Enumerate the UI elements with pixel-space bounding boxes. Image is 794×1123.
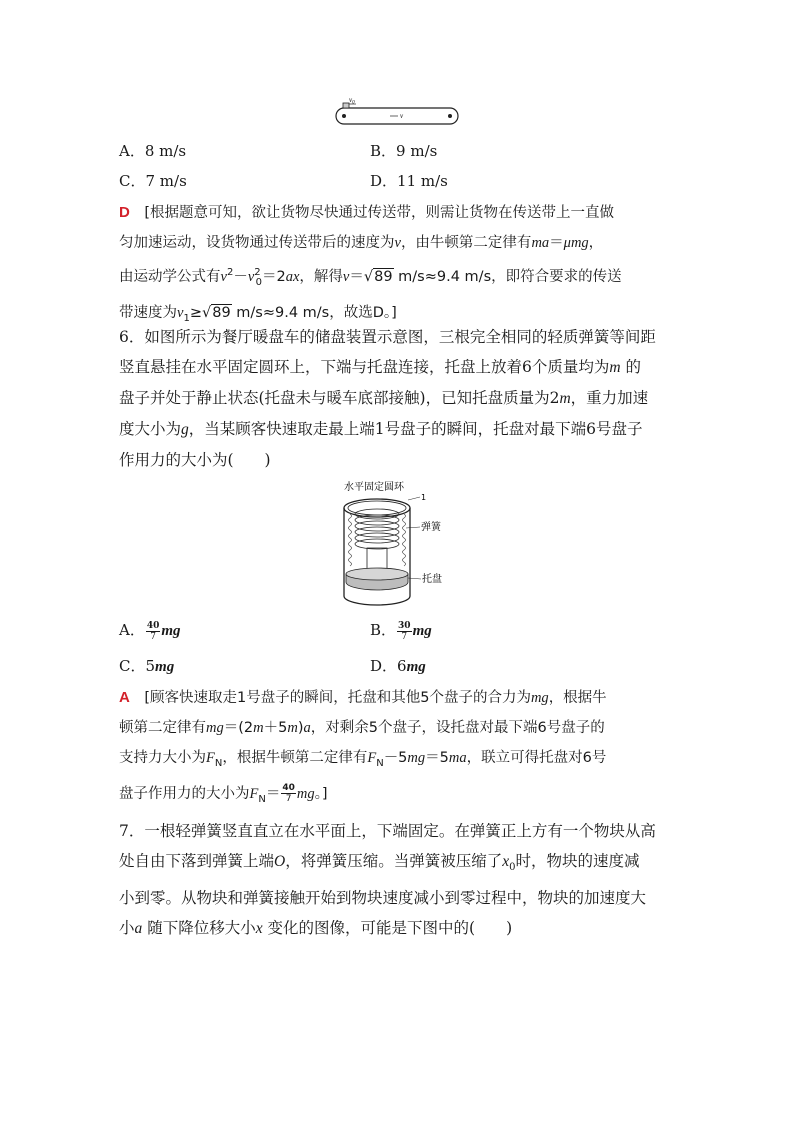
v-label: v (400, 112, 404, 120)
q5-answer: D [根据题意可知，欲让货物尽快通过传送带，则需让货物在传送带上一直做 匀加速运动，设货物通过传送带后的速度为v，由牛顿第二定律有ma＝μmg， 由运动学公式有$v^2-v^2_0=2ax$，解得v＝√89 m/s≈9.4 m/s，即符合要求的传送 带速度为$v_1\ge√89$ m/s≈9.4 m/s，故选D。] (119, 204, 622, 324)
q6-answer: A [顾客快速取走1号盘子的瞬间，托盘和其他5个盘子的合力为mg，根据牛 顿第二定律有mg＝(2m＋5m)a，对剩余5个盘子，设托盘对最下端6号盘子的 支持力大小为$F_N$，根据牛顿第二定律有$F_N-5mg=5ma$，联立可得托盘对6号 盘子作用力的大小为$F_N=$ $\frac{40}{7}$ mg。] (119, 689, 607, 805)
ring-label: 水平固定圆环 (344, 482, 404, 493)
conveyor-belt-figure (334, 94, 460, 128)
plate-storage-figure (330, 478, 458, 612)
q5-option-d[interactable]: D．11 m/s (370, 172, 448, 190)
q6-option-a[interactable]: A． $\frac{40}{7}$ mg (119, 620, 181, 642)
left-pulley (342, 114, 346, 118)
q5-option-b[interactable]: B．9 m/s (370, 142, 438, 160)
outer-ring (344, 499, 410, 517)
q6-option-b[interactable]: B． $\frac{30}{7}$ mg (370, 620, 432, 642)
right-pulley (448, 114, 452, 118)
q5-answer-key: D (119, 204, 130, 221)
q6-option-d[interactable]: D．6mg (370, 657, 426, 675)
q5-option-c[interactable]: C．7 m/s (119, 172, 187, 190)
tray-label: 托盘 (422, 574, 442, 585)
q7-stem: 7．一根轻弹簧竖直直立在水平面上，下端固定。在弹簧正上方有一个物块从高 处自由下落到弹簧上端O，将弹簧压缩。当弹簧被压缩了$x_0$时，物块的速度减 小到零。从物块和弹簧接触开始到物块速度减小到零过程中，物块的加速度大 小a 随下降位移大小x 变化的图像，可能是下图中的( ) (119, 822, 656, 938)
q5-option-a[interactable]: A．8 m/s (119, 142, 187, 160)
plate-1-label: 1 (421, 493, 427, 502)
q6-stem: 6．如图所示为餐厅暖盘车的储盘装置示意图，三根完全相同的轻质弹簧等间距 竖直悬挂在水平固定圆环上，下端与托盘连接，托盘上放着6个质量均为m 的 盘子并处于静止状态(托盘未与暖车底部接触)，已知托盘质量为2m，重力加速 度大小为g，当某顾客快速取走最上端1号盘子的瞬间，托盘对最下端6号盘子 作用力的大小为( ) (119, 328, 656, 469)
q6-option-c[interactable]: C．5mg (119, 657, 175, 675)
q6-answer-key: A (119, 689, 130, 706)
v0-label: $v_0$ (349, 96, 355, 106)
spring-label: 弹簧 (421, 522, 441, 533)
plates-stack (355, 509, 399, 549)
